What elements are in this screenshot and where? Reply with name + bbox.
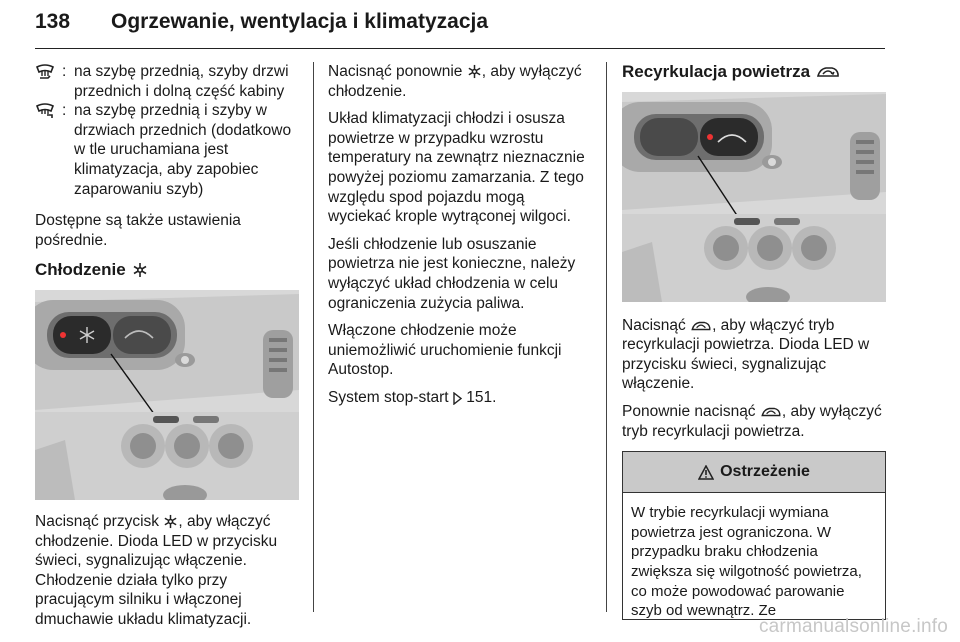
recirculation-icon: [760, 405, 782, 419]
page-number: 138: [35, 10, 71, 33]
cooling-instruction-start: Nacisnąć przycisk: [35, 512, 164, 530]
recirculation-icon: [816, 64, 840, 80]
recirculation-on-start: Nacisnąć: [622, 316, 691, 334]
cooling-instruction-end: , aby włączyć chłodzenie. Dioda LED w przycisku świeci, sygnalizując włączenie.: [35, 512, 278, 570]
warning-title: Ostrzeżenie: [720, 463, 810, 481]
definition-colon: :: [62, 102, 67, 120]
ac-description-text: Układ klimatyzacji chłodzi i osusza powietrze w przypadku wzrostu temperatury na zewnątrz nieznacznie powyżej poziomu zamarzania. Z tego względu spod pojazdu mogą wyciekać krople wytrąconej wilgoci.: [328, 110, 585, 226]
stop-start-page-link[interactable]: 151.: [466, 388, 497, 406]
stop-start-text: System stop-start: [328, 388, 453, 406]
warning-header: [623, 452, 885, 493]
ac-button-photo: [35, 290, 299, 500]
warning-text: W trybie recyrkulacji wymiana powietrza jest ograniczona. W przypadku braku chłodzenia zwiększa się wilgotność powietrza, co może powodować parowanie szyb od wewnątrz. Ze: [631, 504, 862, 620]
cooling-heading-text: Chłodzenie: [35, 260, 126, 280]
column-2: [328, 62, 590, 416]
cooling-off-end: , aby wyłączyć chłodzenie.: [328, 63, 582, 100]
cooling-heading: [35, 260, 299, 280]
definition-colon: :: [62, 63, 67, 80]
page-title: Ogrzewanie, wentylacja i klimatyzacja: [111, 10, 489, 33]
cooling-instruction: [35, 512, 299, 630]
definition-text: na szybę przednią i szyby w drzwiach przednich (dodatkowo w tle uruchamiana jest klimatyzacja, aby zapobiec zaparowaniu szyb): [74, 102, 292, 198]
page-header: [35, 10, 885, 49]
fuel-saving-text: Jeśli chłodzenie lub osuszanie powietrza nie jest konieczne, należy wyłączyć układ chłodzenia w celu ograniczenia zużycia paliwa.: [328, 235, 576, 312]
recirculation-heading: [622, 62, 886, 82]
definition-item: [35, 101, 299, 199]
stop-start-reference: [328, 388, 590, 408]
recirculation-off-end: , aby wyłączyć tryb recyrkulacji powietrza.: [622, 402, 882, 440]
column-divider: [313, 62, 314, 612]
snowflake-icon: [132, 262, 148, 278]
warning-box: [622, 451, 886, 620]
recirculation-heading-text: Recyrkulacja powietrza: [622, 62, 811, 81]
cooling-condition-text: Chłodzenie działa tylko przy pracującym silniku i włączonej dmuchawie układu klimatyzacji.: [35, 571, 252, 628]
watermark: carmanualsonline.info: [758, 616, 948, 637]
warning-triangle-icon: [698, 465, 714, 480]
column-divider: [606, 62, 607, 612]
snowflake-icon: [467, 64, 482, 79]
autostop-text: Włączone chłodzenie może uniemożliwić uruchomienie funkcji Autostop.: [328, 322, 562, 379]
definition-text: na szybę przednią, szyby drzwi przednich i dolną część kabiny: [74, 63, 289, 100]
recirculation-button-photo: [622, 92, 886, 302]
definition-item: [35, 62, 299, 101]
cooling-off-instruction: [328, 62, 590, 101]
recirculation-on-instruction: [622, 316, 886, 394]
column-1: [35, 62, 299, 638]
column-3: [622, 62, 886, 620]
windshield-floor-icon: [35, 62, 62, 101]
recirculation-off-start: Ponownie nacisnąć: [622, 402, 760, 420]
recirculation-icon: [690, 319, 712, 333]
page-reference-triangle-icon: [453, 392, 462, 405]
recirculation-off-instruction: [622, 402, 886, 441]
intermediate-settings-text: Dostępne są także ustawienia pośrednie.: [35, 212, 241, 249]
snowflake-icon: [163, 514, 178, 529]
cooling-off-start: Nacisnąć ponownie: [328, 63, 467, 80]
windshield-side-icon: [35, 101, 62, 199]
recirculation-on-end: , aby włączyć tryb recyrkulacji powietrza. Dioda LED w przycisku świeci, sygnalizując włączenie.: [622, 316, 870, 393]
